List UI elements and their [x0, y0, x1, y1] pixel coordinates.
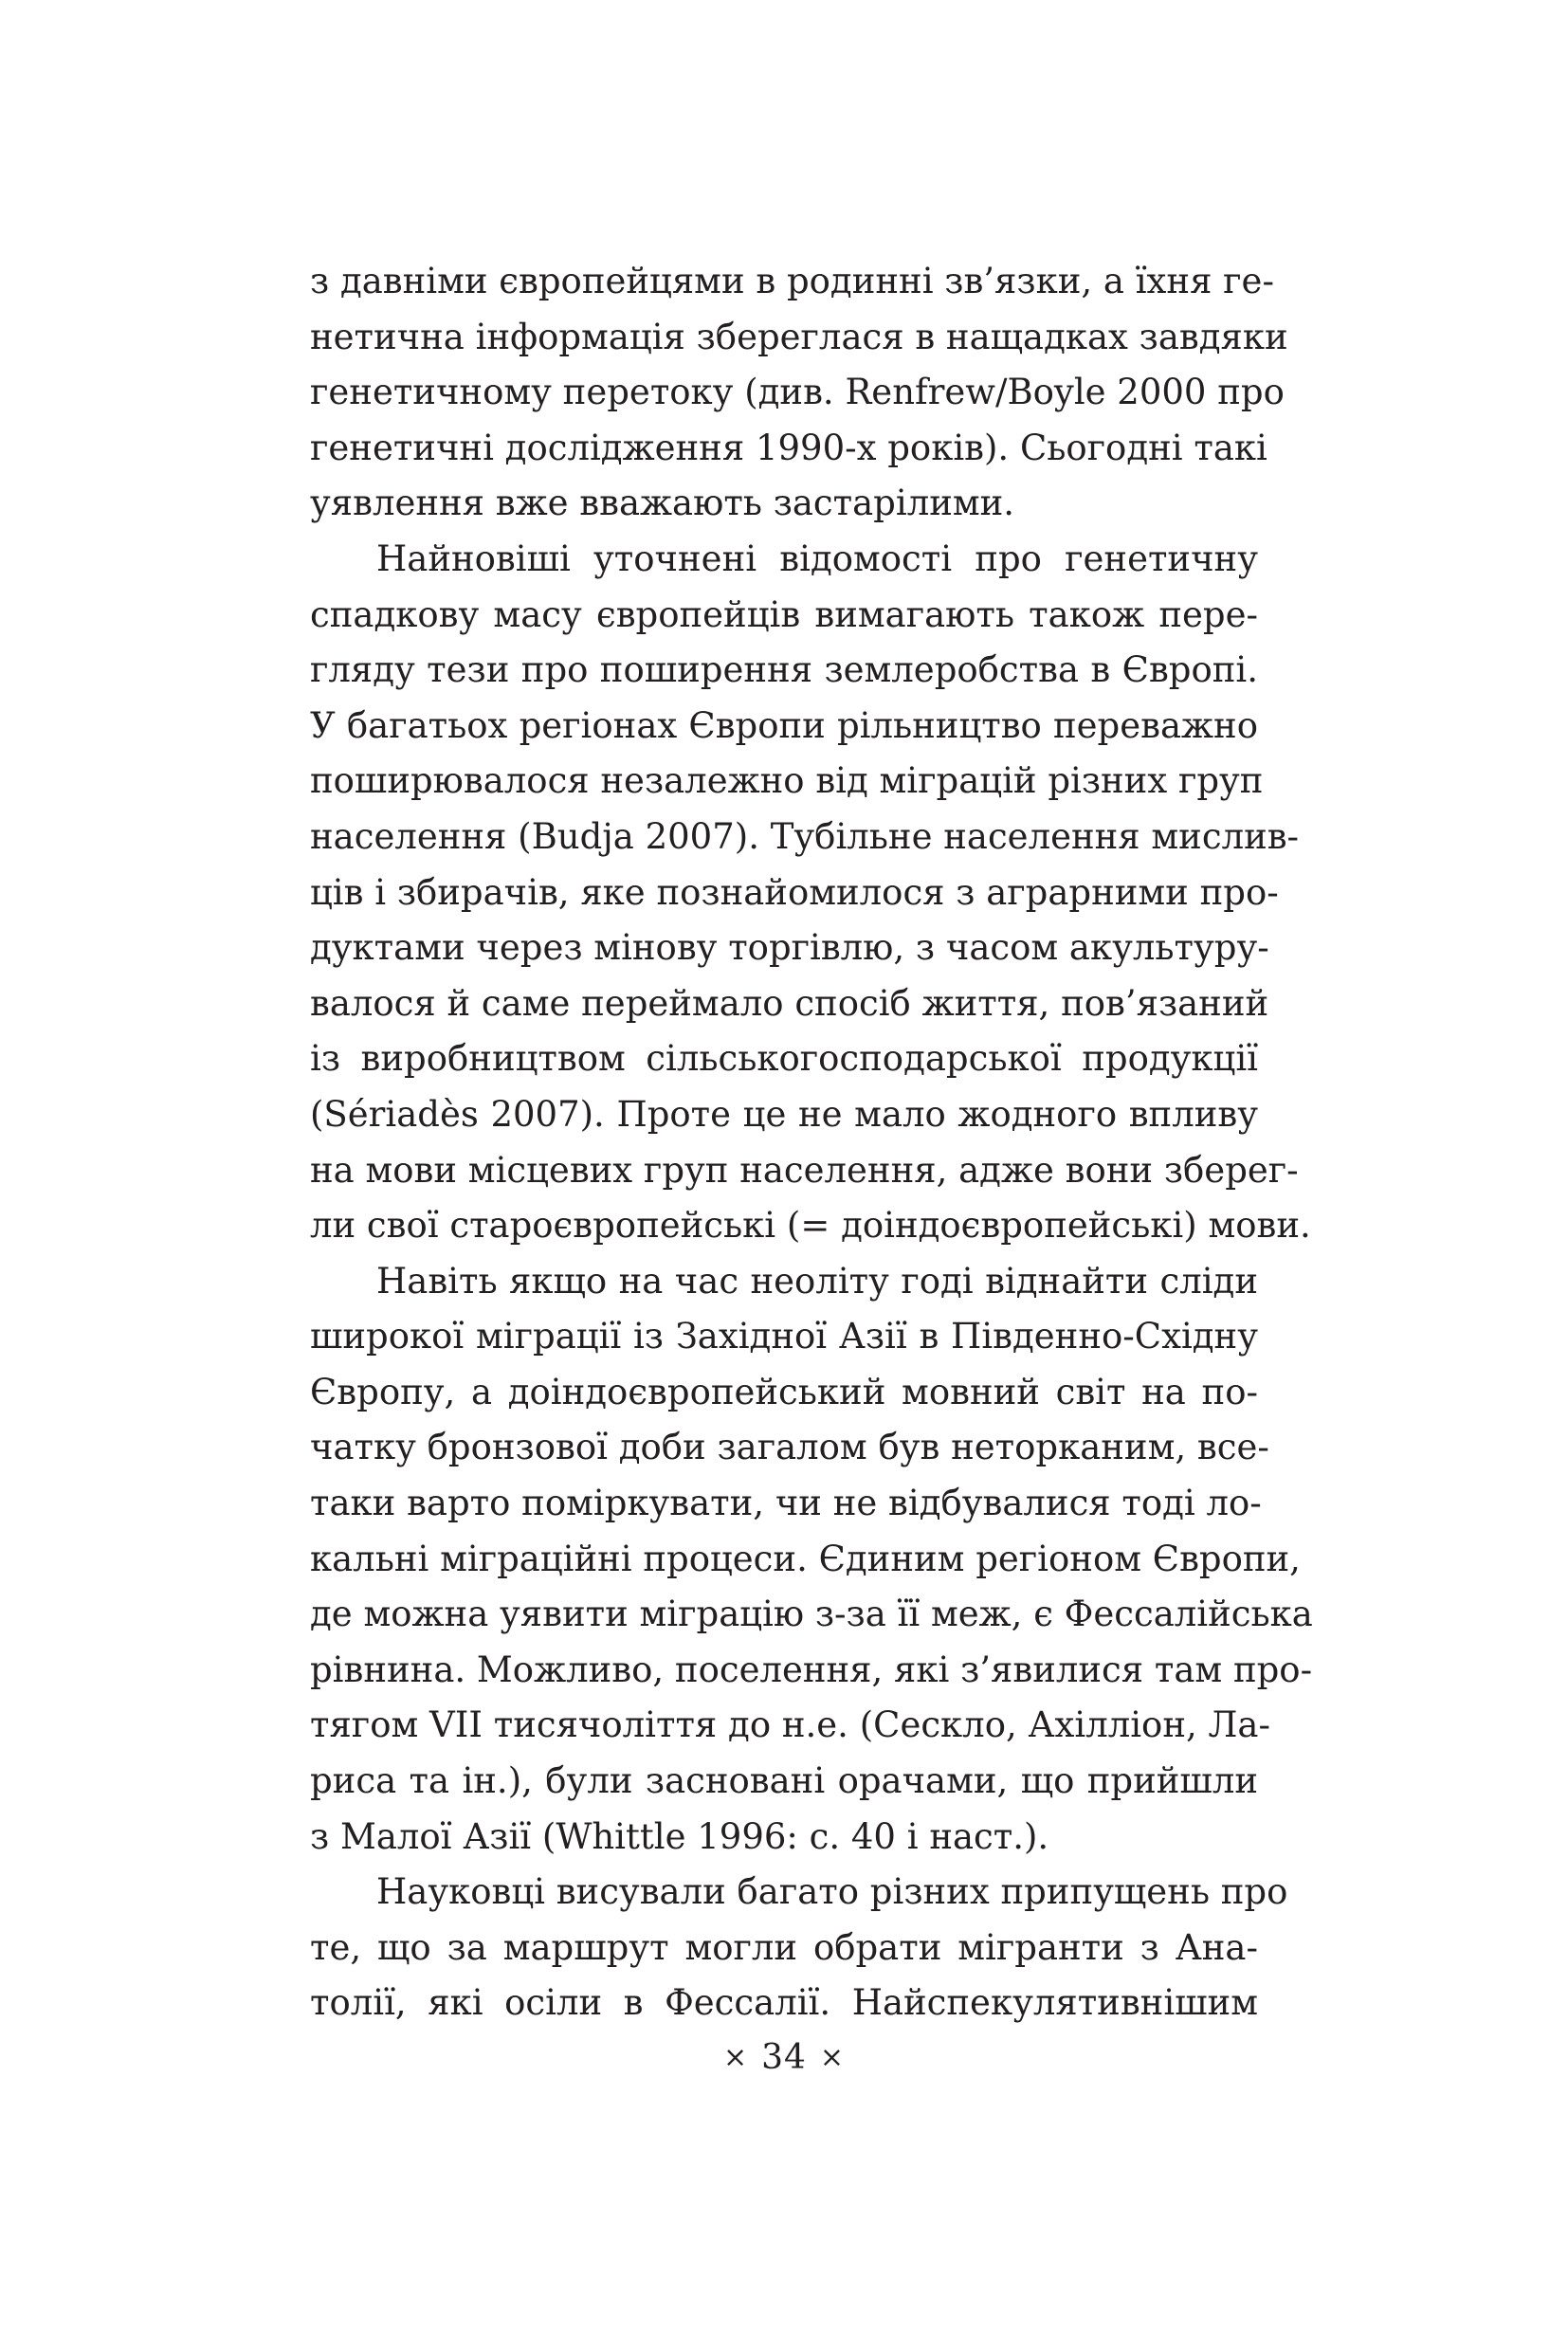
text-line: дуктами через мінову торгівлю, з часом акультуру-: [310, 927, 1269, 969]
text-line: з Малої Азії (Whittle 1996: с. 40 і наст.).: [310, 1815, 1049, 1857]
text-line: валося й саме переймало спосіб життя, пов’язаний: [310, 982, 1269, 1024]
text-line: спадкову масу європейців вимагають також пере-: [310, 593, 1258, 635]
text-line: тягом VII тисячоліття до н.е. (Сескло, Ахілліон, Ла-: [310, 1704, 1270, 1746]
text-line: ли свої староєвропейські (= доіндоєвропейські) мови.: [310, 1205, 1311, 1247]
text-line: чатку бронзової доби загалом був неторканим, все-: [310, 1427, 1269, 1468]
text-line: генетичні дослідження 1990-х років). Сьогодні такі: [310, 427, 1267, 468]
text-line: толії, які осіли в Фессалії. Найспекулятивнішим: [310, 1982, 1258, 2024]
text-line: нетична інформація збереглася в нащадках завдяки: [310, 316, 1288, 357]
page-number-value: 34: [761, 2038, 807, 2077]
paragraph: [310, 254, 1288, 532]
text-line: рівнина. Можливо, поселення, які з’явилися там про-: [310, 1649, 1313, 1690]
text-line: таки варто поміркувати, чи не відбувалися тоді ло-: [310, 1483, 1262, 1524]
text-line: те, що за маршрут могли обрати мігранти з Ана-: [310, 1926, 1258, 1968]
folio-left-ornament: ×: [722, 2041, 749, 2074]
text-line: широкої міграції із Західної Азії в Південно-Східну: [310, 1316, 1258, 1357]
text-line: із виробництвом сільськогосподарської продукції: [310, 1038, 1258, 1080]
text-line: генетичному перетоку (див. Renfrew/Boyle 2000 про: [310, 372, 1285, 413]
text-line: ців і збирачів, яке познайомилося з аграрними про-: [310, 871, 1279, 913]
text-line: на мови місцевих груп населення, адже вони зберег-: [310, 1149, 1299, 1191]
text-line: населення (Budja 2007). Тубільне населення мислив-: [310, 815, 1300, 857]
text-line: гляду тези про поширення землеробства в Європі.: [310, 649, 1258, 691]
text-line: Найновіші уточнені відомості про генетичну: [376, 537, 1258, 579]
text-line: (Sériadès 2007). Проте це не мало жодного впливу: [310, 1093, 1258, 1135]
text-line: Навіть якщо на час неоліту годі віднайти сліди: [376, 1260, 1258, 1302]
text-line: Європу, а доіндоєвропейський мовний світ на по-: [310, 1371, 1258, 1412]
text-line: поширювалося незалежно від міграцій різних груп: [310, 760, 1264, 802]
text-line: Науковці висували багато різних припущень про: [376, 1871, 1288, 1913]
paragraph: [310, 1254, 1313, 1866]
text-line: кальні міграційні процеси. Єдиним регіоном Європи,: [310, 1538, 1301, 1579]
text-line: де можна уявити міграцію з-за її меж, є Фессалійська: [310, 1594, 1313, 1635]
paragraph: [310, 532, 1311, 1254]
text-line: У багатьох регіонах Європи рільництво переважно: [310, 704, 1258, 746]
body-text: [310, 254, 1313, 2031]
text-line: уявлення вже вважають застарілими.: [310, 483, 1015, 524]
text-line: риса та ін.), були засновані орачами, що прийшли: [310, 1760, 1258, 1802]
page-number: [0, 2038, 1568, 2077]
text-line: з давніми європейцями в родинні зв’язки, а їхня ге-: [310, 261, 1274, 301]
folio-right-ornament: ×: [819, 2041, 846, 2074]
paragraph: [310, 1865, 1288, 2031]
